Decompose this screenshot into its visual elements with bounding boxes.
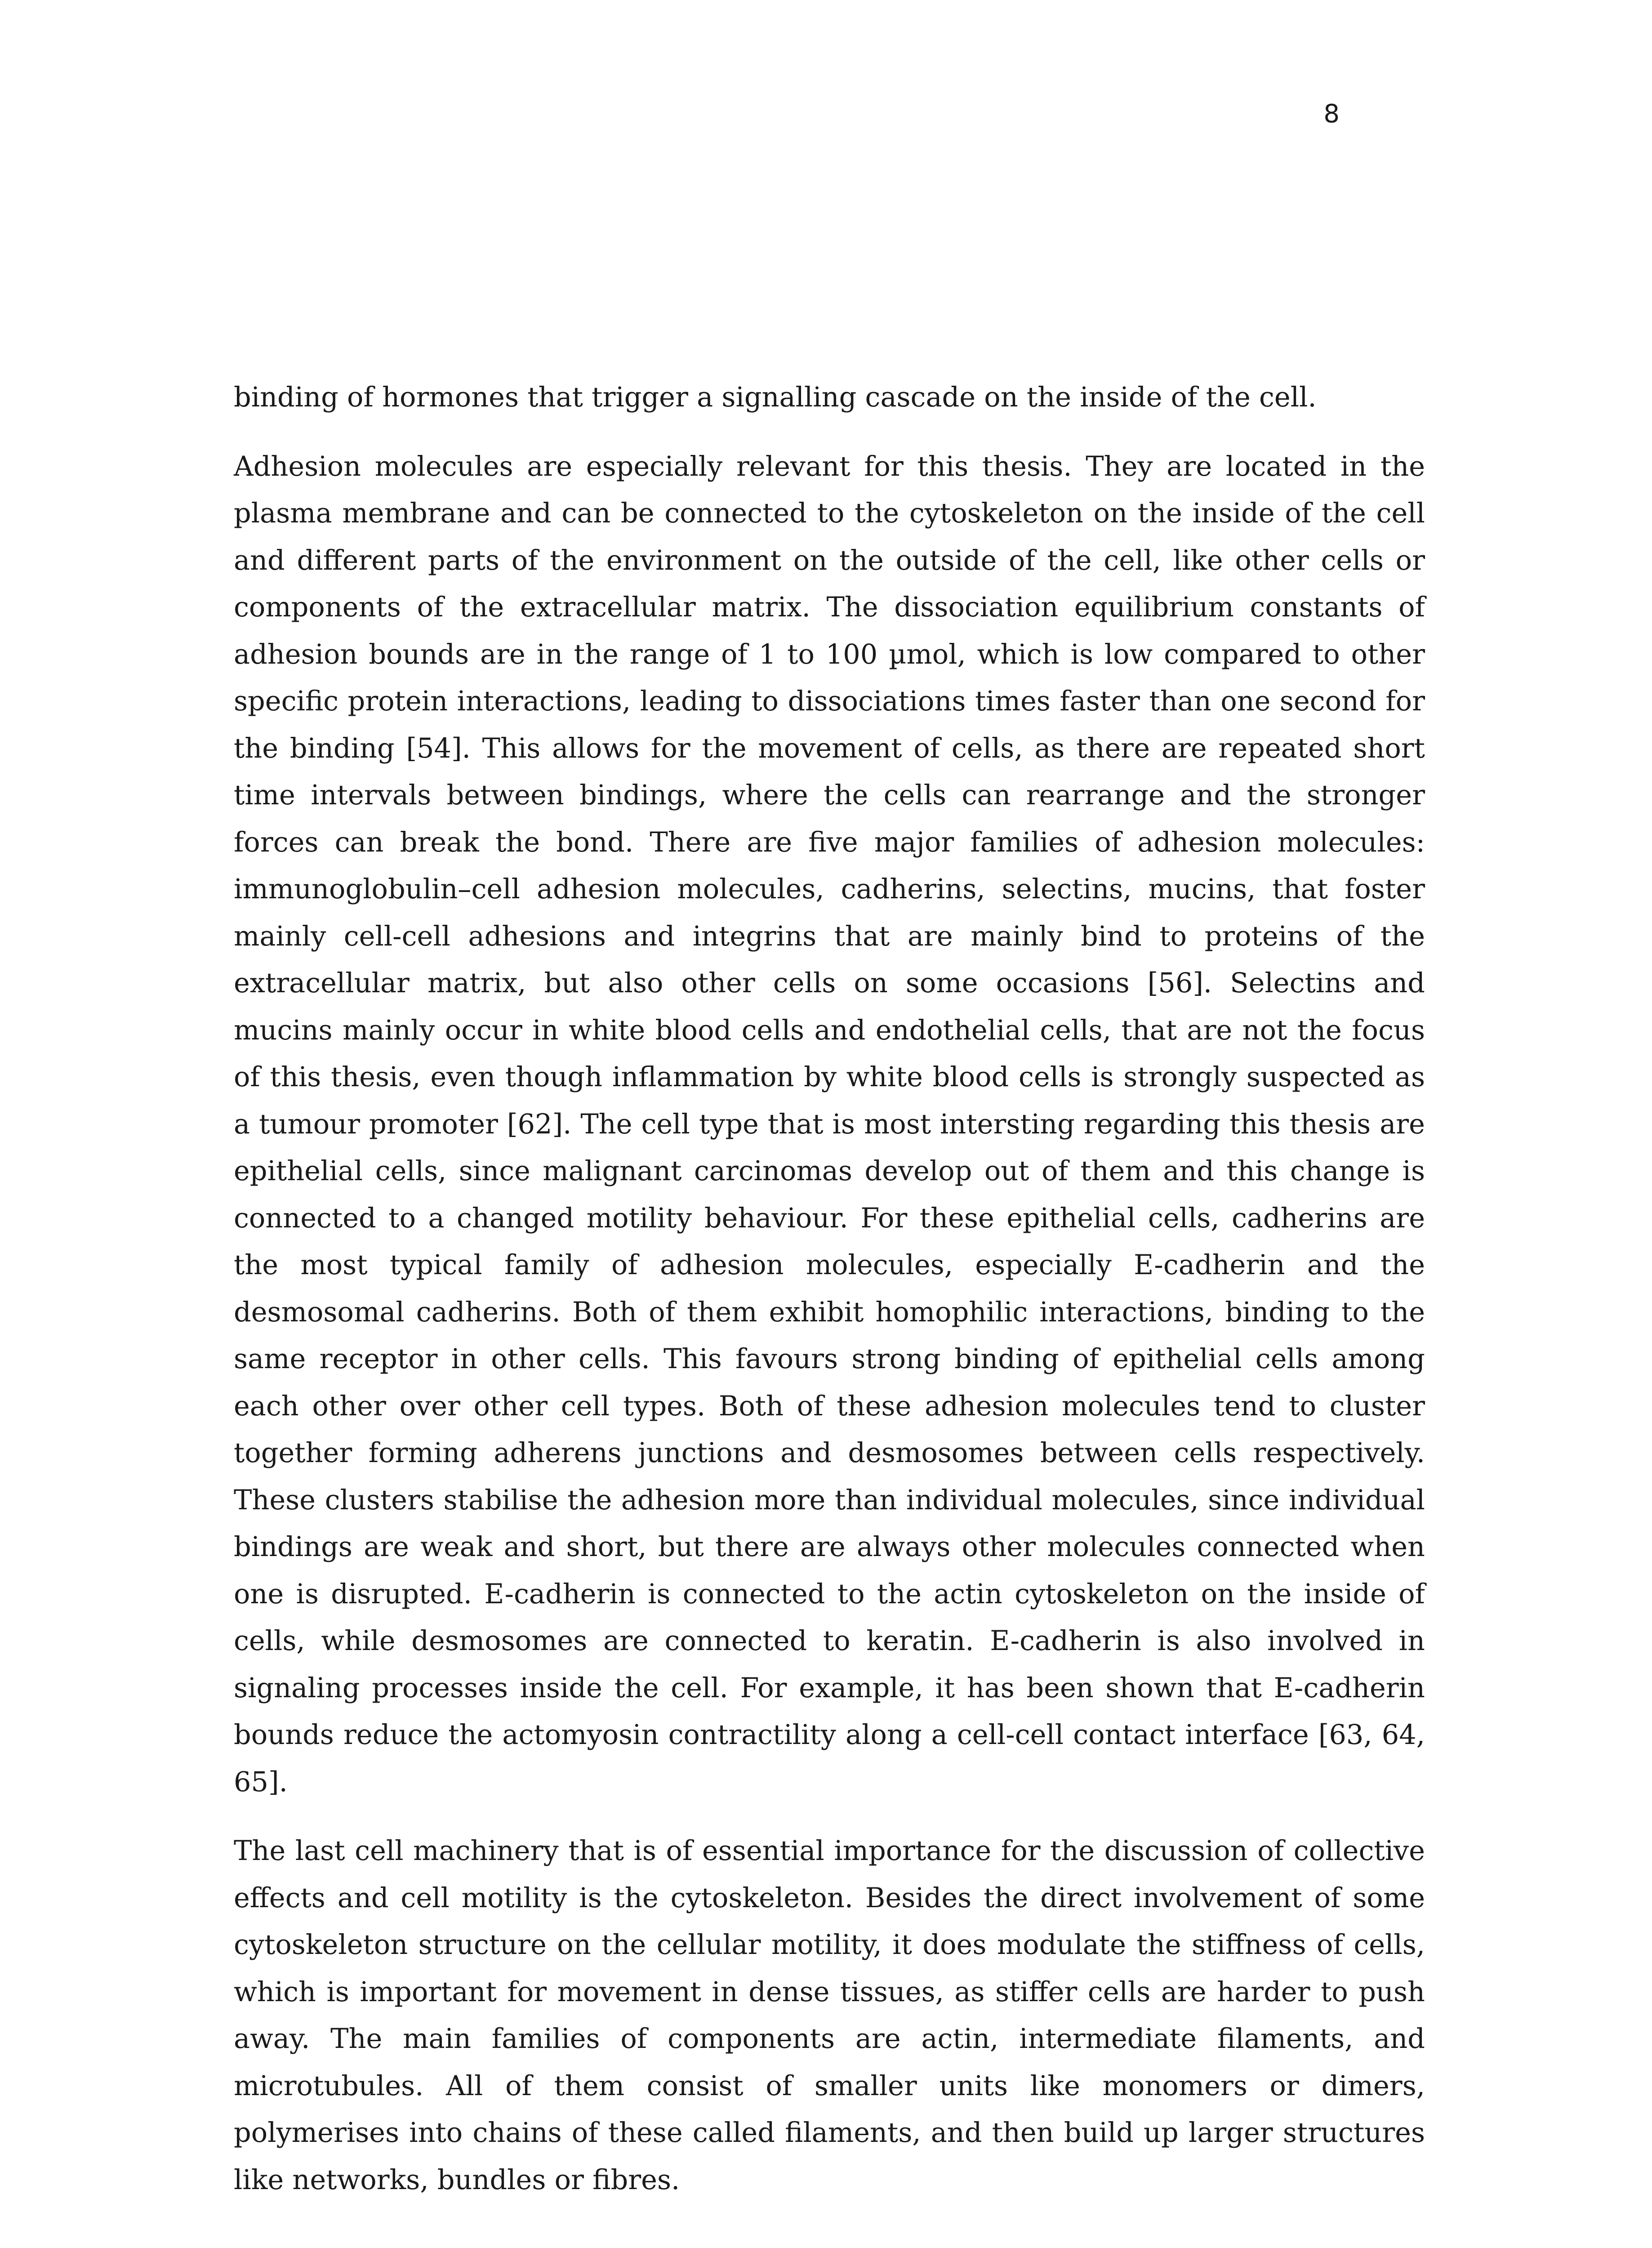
paragraph-cytoskeleton: The last cell machinery that is of essential importance for the discussion of collective effects and cell motility is the cytoskeleton. Besides the direct involvement of some cytoskeleton structure on the cellular motility, it does modulate the stiffness of cells, which is important for movement in dense tissues, as stiffer cells are harder to push away. The main families of components are actin, intermediate filaments, and microtubules. All of them consist of smaller units like monomers or dimers, polymerises into chains of these called filaments, and then build up larger structures like networks, bundles or fibres. xyxy=(234,1835,1425,2196)
page-number: 8 xyxy=(1323,99,1340,129)
body-text xyxy=(234,374,1425,2226)
paragraph-adhesion-molecules: Adhesion molecules are especially relevant for this thesis. They are located in the plasma membrane and can be connected to the cytoskeleton on the inside of the cell and different parts of the environment on the outside of the cell, like other cells or components of the extracellular matrix. The dissociation equilibrium constants of adhesion bounds are in the range of 1 to 100 µmol, which is low compared to other specific protein interactions, leading to dissociations times faster than one second for the binding [54]. This allows for the movement of cells, as there are repeated short time intervals between bindings, where the cells can rearrange and the stronger forces can break the bond. There are five major families of adhesion molecules: immunoglobulin–cell adhesion molecules, cadherins, selectins, mucins, that foster mainly cell-cell adhesions and integrins that are mainly bind to proteins of the extracellular matrix, but also other cells on some occasions [56]. Selectins and mucins mainly occur in white blood cells and endothelial cells, that are not the focus of this thesis, even though inflammation by white blood cells is strongly suspected as a tumour promoter [62]. The cell type that is most intersting regarding this thesis are epithelial cells, since malignant carcinomas develop out of them and this change is connected to a changed motility behaviour. For these epithelial cells, cadherins are the most typical family of adhesion molecules, especially E-cadherin and the desmosomal cadherins. Both of them exhibit homophilic interactions, binding to the same receptor in other cells. This favours strong binding of epithelial cells among each other over other cell types. Both of these adhesion molecules tend to cluster together forming adherens junctions and desmosomes between cells respectively. These clusters stabilise the adhesion more than individual molecules, since individual bindings are weak and short, but there are always other molecules connected when one is disrupted. E-cadherin is connected to the actin cytoskeleton on the inside of cells, while desmosomes are connected to keratin. E-cadherin is also involved in signaling processes inside the cell. For example, it has been shown that E-cadherin bounds reduce the actomyosin contractility along a cell-cell contact interface [63, 64, 65]. xyxy=(234,450,1425,1798)
paragraph-hormone-binding: binding of hormones that trigger a signalling cascade on the inside of the cell. xyxy=(234,382,1317,413)
